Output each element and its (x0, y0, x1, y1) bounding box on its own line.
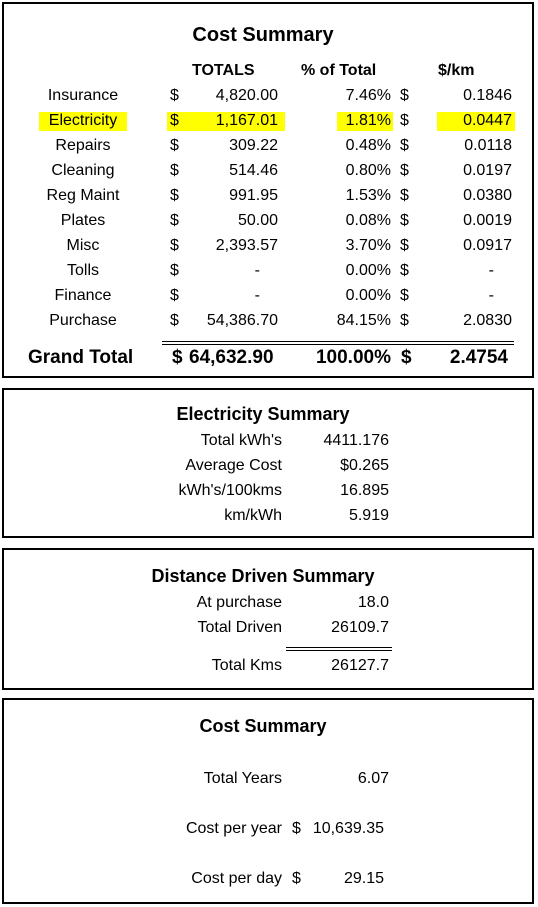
row-currency-km: $ (400, 162, 409, 179)
row-total: 50.00 (237, 212, 278, 229)
row-pct: 7.46% (345, 87, 391, 104)
grand-total-rule (162, 341, 514, 345)
row-currency: $ (170, 87, 179, 104)
per-km-header: $/km (438, 62, 475, 79)
row-per-km: 0.0380 (463, 187, 512, 204)
total-years-label: Total Years (203, 770, 282, 787)
electricity-label: Total kWh's (200, 432, 282, 449)
cost-summary-2-panel (2, 698, 534, 904)
row-total: 991.95 (229, 187, 278, 204)
row-per-km: 0.0447 (463, 112, 512, 129)
distance-value: 18.0 (357, 594, 389, 611)
row-per-km: 0.0917 (463, 237, 512, 254)
row-currency-km: $ (400, 137, 409, 154)
row-per-km: - (488, 287, 494, 304)
row-currency-km: $ (400, 187, 409, 204)
row-per-km: 2.0830 (463, 312, 512, 329)
cost-summary-panel (2, 2, 534, 378)
row-currency: $ (170, 262, 179, 279)
totals-header: TOTALS (192, 62, 255, 79)
row-currency-km: $ (400, 237, 409, 254)
row-pct: 0.08% (345, 212, 391, 229)
row-label: Cleaning (51, 162, 115, 179)
grand-total-value: 64,632.90 (189, 347, 274, 368)
cost-per-day-label: Cost per day (191, 870, 282, 887)
row-total: 309.22 (229, 137, 278, 154)
row-currency: $ (170, 137, 179, 154)
row-label: Insurance (47, 87, 119, 104)
electricity-value: 4411.176 (323, 432, 389, 449)
row-label: Finance (54, 287, 112, 304)
row-currency-km: $ (400, 87, 409, 104)
grand-total-per-km: 2.4754 (449, 347, 508, 368)
row-pct: 3.70% (345, 237, 391, 254)
row-pct: 1.53% (345, 187, 391, 204)
distance-summary-panel (2, 548, 534, 690)
cost-summary-2-title: Cost Summary (199, 716, 327, 736)
distance-label: Total Driven (197, 619, 282, 636)
cost-per-day-currency: $ (292, 870, 301, 887)
row-label: Misc (66, 237, 100, 254)
row-total: 54,386.70 (206, 312, 278, 329)
total-years-value: 6.07 (357, 770, 389, 787)
distance-total-value: 26127.7 (331, 657, 389, 674)
row-currency-km: $ (400, 262, 409, 279)
row-label: Purchase (49, 312, 117, 329)
row-pct: 0.00% (345, 287, 391, 304)
row-currency: $ (170, 312, 179, 329)
row-currency: $ (170, 162, 179, 179)
electricity-label: Average Cost (185, 457, 282, 474)
row-pct: 0.00% (345, 262, 391, 279)
row-label: Plates (60, 212, 106, 229)
row-currency: $ (170, 237, 179, 254)
electricity-value: 5.919 (348, 507, 389, 524)
electricity-summary-title: Electricity Summary (176, 404, 350, 424)
grand-total-label: Grand Total (28, 347, 134, 368)
row-pct: 0.48% (345, 137, 391, 154)
electricity-value: 16.895 (340, 482, 389, 499)
distance-summary-title: Distance Driven Summary (151, 566, 375, 586)
row-label: Tolls (66, 262, 99, 279)
row-pct: 84.15% (336, 312, 391, 329)
electricity-value: $0.265 (340, 457, 389, 474)
row-per-km: 0.0197 (463, 162, 512, 179)
distance-label: At purchase (196, 594, 282, 611)
grand-total-currency: $ (172, 347, 183, 368)
row-currency-km: $ (400, 287, 409, 304)
row-total: 1,167.01 (215, 112, 278, 129)
row-pct: 1.81% (345, 112, 391, 129)
row-total: 2,393.57 (215, 237, 278, 254)
row-per-km: 0.1846 (463, 87, 512, 104)
grand-total-pct: 100.00% (315, 347, 391, 368)
row-label: Repairs (55, 137, 111, 154)
row-per-km: - (488, 262, 494, 279)
row-currency-km: $ (400, 112, 409, 129)
row-pct: 0.80% (345, 162, 391, 179)
pct-header: % of Total (301, 62, 377, 79)
electricity-label: km/kWh (224, 507, 282, 524)
row-currency: $ (170, 112, 179, 129)
electricity-label: kWh's/100kms (178, 482, 282, 499)
cost-per-year-label: Cost per year (185, 820, 282, 837)
row-currency: $ (170, 212, 179, 229)
cost-summary-title: Cost Summary (192, 24, 334, 46)
row-total: 4,820.00 (215, 87, 278, 104)
electricity-summary-panel (2, 388, 534, 538)
row-total: - (254, 287, 260, 304)
row-label: Electricity (48, 112, 118, 129)
row-label: Reg Maint (46, 187, 120, 204)
distance-total-rule (286, 647, 392, 651)
row-currency-km: $ (400, 212, 409, 229)
row-per-km: 0.0118 (464, 137, 512, 154)
cost-per-year-value: 10,639.35 (312, 820, 384, 837)
row-currency: $ (170, 187, 179, 204)
grand-total-currency-km: $ (401, 347, 412, 368)
distance-value: 26109.7 (331, 619, 389, 636)
row-currency-km: $ (400, 312, 409, 329)
cost-per-year-currency: $ (292, 820, 301, 837)
row-per-km: 0.0019 (463, 212, 512, 229)
row-currency: $ (170, 287, 179, 304)
distance-total-label: Total Kms (211, 657, 282, 674)
row-total: 514.46 (229, 162, 278, 179)
row-total: - (254, 262, 260, 279)
cost-per-day-value: 29.15 (343, 870, 384, 887)
